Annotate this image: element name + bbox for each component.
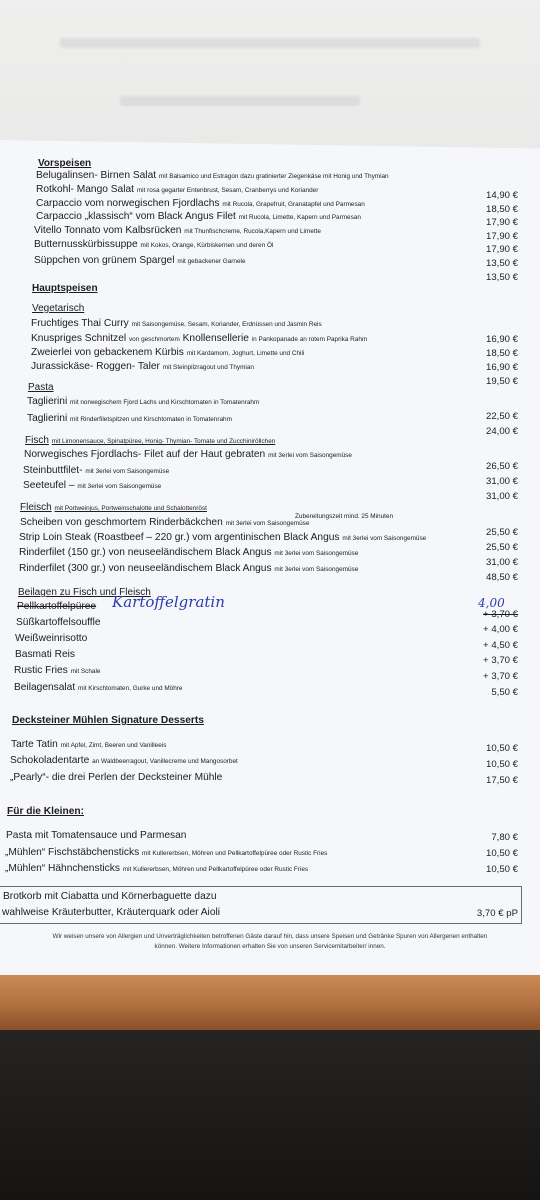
menu-price: 10,50 € [485, 848, 518, 859]
menu-price: 18,50 € [485, 204, 518, 215]
struck-item: Pellkartoffelpüree [17, 601, 97, 612]
menu-price: 17,90 € [485, 217, 518, 228]
subsection-fisch: Fisch mit Limonensauce, Spinatpüree, Honig- Thymian- Tomate und Zucchiniröllchen [25, 435, 276, 446]
menu-price: 25,50 € [485, 542, 518, 553]
menu-price: + 4,00 € [483, 624, 518, 635]
menu-item: Süßkartoffelsouffle [16, 617, 101, 628]
menu-price: 16,90 € [485, 362, 518, 373]
menu-price: 10,50 € [485, 759, 518, 770]
menu-price: 17,90 € [485, 231, 518, 242]
allergy-note: Wir weisen unsere von Allergien und Unverträglichkeiten betroffenen Gäste darauf hin, dass unsere Speisen und Getränke Spuren von Allergenen enthalten [52, 933, 488, 940]
handwritten-price: 4,00 [478, 596, 505, 610]
subsection-fleisch: Fleisch mit Portweinjus, Portweinschalotte und Schalottenröst [20, 502, 207, 513]
menu-price: 18,50 € [485, 348, 518, 359]
menu-item: Carpaccio „klassisch“ vom Black Angus Filet mit Rucola, Limette, Kapern und Parmesan [36, 211, 361, 222]
menu-price: 16,90 € [485, 334, 518, 345]
section-title-beilagen: Beilagen zu Fisch und Fleisch [18, 587, 151, 598]
subsection-title-vegetarisch: Vegetarisch [32, 303, 85, 314]
menu-item: Norwegisches Fjordlachs- Filet auf der Haut gebraten mit 3erlei vom Saisongemüse [24, 449, 352, 460]
menu-item: Steinbuttfilet- mit 3erlei vom Saisongemüse [23, 465, 170, 476]
menu-price: 10,50 € [485, 864, 518, 875]
menu-price: + 4,50 € [483, 640, 518, 651]
menu-price: 48,50 € [485, 572, 518, 583]
menu-item: Basmati Reis [15, 649, 76, 660]
menu-item: Beilagensalat mit Kirschtomaten, Gurke und Möhre [14, 682, 183, 693]
allergy-note: können. Weitere Informationen erhalten Sie von unseren Servicemitarbeiter/ innen. [154, 943, 386, 950]
menu-item: Carpaccio vom norwegischen Fjordlachs mit Rucola, Grapefruit, Granatapfel und Parmesan [36, 198, 365, 209]
menu-item: Tarte Tatin mit Apfel, Zimt, Beeren und Vanilleeis [11, 739, 167, 750]
menu-price: 10,50 € [485, 743, 518, 754]
section-title-kinder: Für die Kleinen: [7, 806, 84, 817]
menu-price: 17,50 € [485, 775, 518, 786]
menu-price: 24,00 € [485, 426, 518, 437]
section-title-hauptspeisen: Hauptspeisen [32, 283, 98, 294]
menu-price: 17,90 € [485, 244, 518, 255]
menu-price: 7,80 € [491, 832, 518, 843]
section-title-desserts: Decksteiner Mühlen Signature Desserts [12, 715, 204, 726]
menu-item: Butternusskürbissuppe mit Kokos, Orange, Kürbiskernen und deren Öl [34, 239, 274, 250]
menu-item: „Mühlen“ Fischstäbchensticks mit Kullererbsen, Möhren und Pellkartoffelpüree oder Rustic Fries [5, 847, 328, 858]
preparation-note: Zubereitungszeit mind. 25 Minuten [295, 513, 394, 520]
brotkorb-line: Brotkorb mit Ciabatta und Körnerbaguette dazu [3, 891, 217, 902]
menu-item: Rinderfilet (300 gr.) von neuseeländischem Black Angus mit 3erlei vom Saisongemüse [19, 563, 359, 574]
menu-price: 13,50 € [485, 272, 518, 283]
menu-item: Vitello Tonnato vom Kalbsrücken mit Thunfischcreme, Rucola,Kapern und Limette [34, 225, 321, 236]
menu-price: 31,00 € [485, 557, 518, 568]
menu-price: + 3,70 € [483, 671, 518, 682]
menu-item: Seeteufel – mit 3erlei vom Saisongemüse [23, 480, 162, 491]
menu-price: 31,00 € [485, 476, 518, 487]
menu-item: Schokoladentarte an Waldbeerragout, Vanillecreme und Mangosorbet [10, 755, 238, 766]
menu-item: Jurassickäse- Roggen- Taler mit Steinpilzragout und Thymian [31, 361, 254, 372]
subsection-title-pasta: Pasta [28, 382, 54, 393]
menu-item: Belugalinsen- Birnen Salat mit Balsamico und Estragon dazu gratinierter Ziegenkäse mit Honig und Thymian [36, 170, 389, 181]
menu-price: 25,50 € [485, 527, 518, 538]
menu-item: Taglierini mit norwegischem Fjord Lachs und Kirschtomaten in Tomatenrahm [27, 396, 260, 407]
menu-item: Strip Loin Steak (Roastbeef – 220 gr.) vom argentinischen Black Angus mit 3erlei vom Saisongemüse [19, 532, 427, 543]
menu-price: 14,90 € [485, 190, 518, 201]
menu-price: 31,00 € [485, 491, 518, 502]
menu-item: „Pearly“- die drei Perlen der Decksteiner Mühle [10, 772, 223, 783]
menu-price: 22,50 € [485, 411, 518, 422]
menu-item: Rotkohl- Mango Salat mit rosa gegarter Entenbrust, Sesam, Cranberrys und Koriander [36, 184, 319, 195]
menu-price: 3,70 € pP [476, 908, 518, 919]
menu-item: Pasta mit Tomatensauce und Parmesan [6, 830, 187, 841]
menu-price: 5,50 € [491, 687, 518, 698]
menu-item: Rustic Fries mit Schale [14, 665, 101, 676]
menu-item: „Mühlen“ Hähnchensticks mit Kullererbsen, Möhren und Pellkartoffelpüree oder Rustic Fries [5, 863, 309, 874]
brotkorb-line: wahlweise Kräuterbutter, Kräuterquark oder Aioli [2, 907, 221, 918]
menu-item: Fruchtiges Thai Curry mit Saisongemüse, Sesam, Koriander, Erdnüssen und Jasmin Reis [31, 318, 322, 329]
menu-item: Scheiben von geschmortem Rinderbäckchen mit 3erlei vom Saisongemüse [20, 517, 310, 528]
menu-item: Rinderfilet (150 gr.) von neuseeländischem Black Angus mit 3erlei vom Saisongemüse [19, 547, 359, 558]
struck-price: + 3,70 € [483, 609, 518, 620]
menu-item: Süppchen von grünem Spargel mit gebackener Garnele [34, 255, 246, 266]
menu-item: Knuspriges Schnitzel von geschmortem Knollensellerie in Pankopanade an rotem Paprika Rahm [31, 333, 368, 344]
menu-item: Weißweinrisotto [15, 633, 88, 644]
handwritten-item: Kartoffelgratin [112, 593, 225, 611]
menu-item: Taglierini mit Rinderfiletspitzen und Kirschtomaten in Tomatenrahm [27, 413, 232, 424]
menu-price: + 3,70 € [483, 655, 518, 666]
section-title-vorspeisen: Vorspeisen [38, 158, 92, 169]
menu-price: 13,50 € [485, 258, 518, 269]
menu-price: 19,50 € [485, 376, 518, 387]
menu-price: 26,50 € [485, 461, 518, 472]
menu-item: Zweierlei von gebackenem Kürbis mit Kardamom, Joghurt, Limette und Chili [31, 347, 305, 358]
